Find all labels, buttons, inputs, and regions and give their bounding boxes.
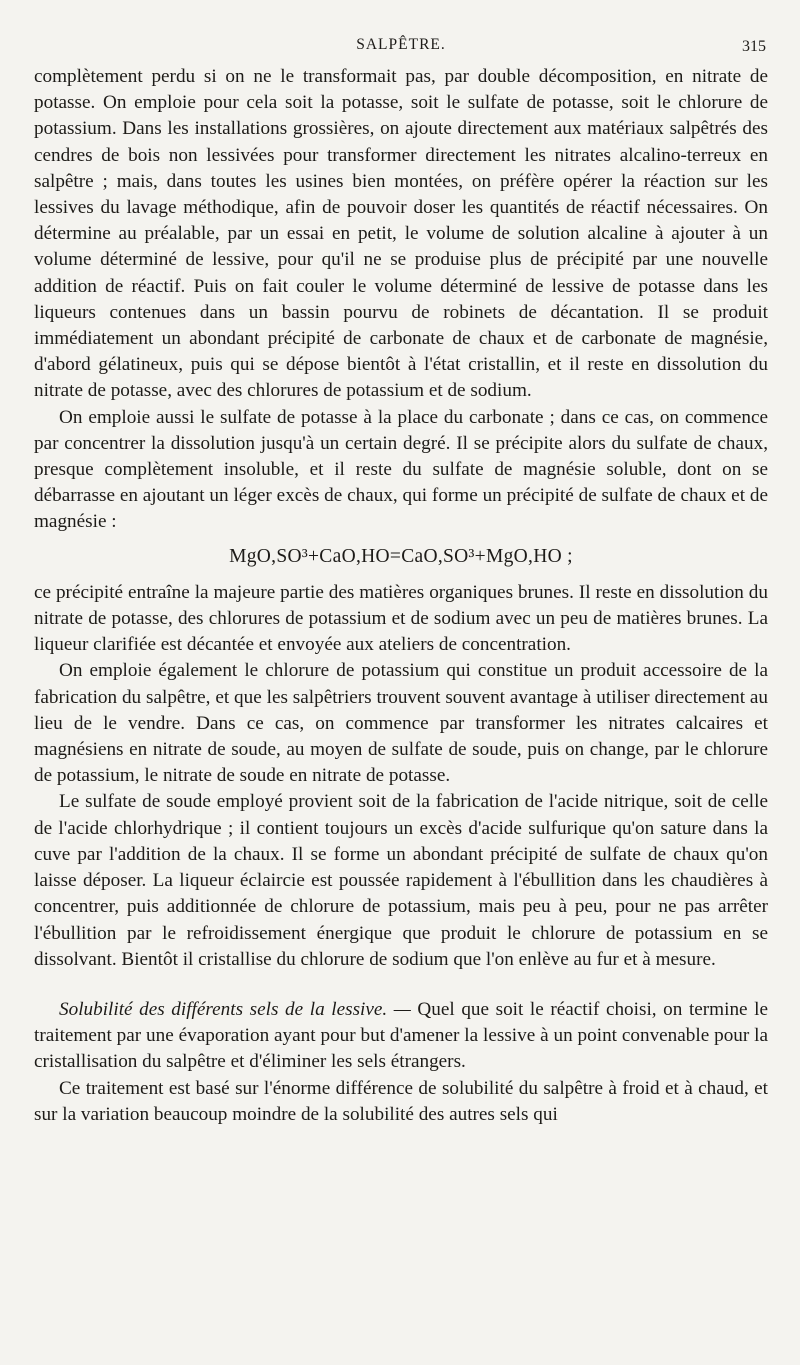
paragraph-chlorure-de-potassium: On emploie également le chlorure de potassium qui constitue un produit accessoire de la fabrication du salpêtre, et que les salpêtriers trouvent souvent avantage à utiliser directement au lieu de le vendre. Dans ce cas, on commence par transformer les nitrates calcaires et magnésiens en nitrate de soude, au moyen de sulfate de soude, puis on change, par le chlorure de potassium, le nitrate de soude en nitrate de potasse.: [34, 660, 768, 787]
body-text: [34, 64, 768, 1128]
paragraph-sulfate-de-soude: Le sulfate de soude employé provient soit de la fabrication de l'acide nitrique, soit de celle de l'acide chlorhydrique ; il contient toujours un excès d'acide sulfurique qu'on sature dans la cuve par l'addition de la chaux. Il se forme un abondant précipité de sulfate de chaux qu'on laisse déposer. La liqueur éclaircie est poussée rapidement à l'ébullition dans les chaudières à concentrer, puis additionnée de chlorure de potassium, mais peu à peu, pour ne pas arrêter l'ébullition par le refroidissement énergique que produit le chlorure de potassium en se dissolvant. Bientôt il cristallise du chlorure de sodium que l'on enlève au fur et à mesure.: [34, 791, 768, 970]
page-number: 315: [742, 38, 766, 55]
paragraph-continued: complètement perdu si on ne le transformait pas, par double décomposition, en nitrate de potasse. On emploie pour cela soit la potasse, soit le sulfate de potasse, soit le chlorure de potassium. Dans les installations grossières, on ajoute directement aux matériaux salpêtrés des cendres de bois non lessivées pour transformer directement les nitrates alcalino-terreux en salpêtre ; mais, dans toutes les usines bien montées, on préfère opérer la réaction sur les lessives du lavage méthodique, afin de pouvoir doser les quantités de réactif nécessaires. On détermine au préalable, par un essai en petit, le volume de solution alcaline à ajouter à un volume déterminé de lessive, pour qu'il ne se produise plus de précipité par une nouvelle addition de réactif. Puis on fait couler le volume déterminé de lessive de potasse dans les liqueurs contenues dans un bassin pourvu de robinets de décantation. Il se produit immédiatement un abondant précipité de carbonate de chaux et de carbonate de magnésie, d'abord gélatineux, puis qui se dépose bientôt à l'état cristallin, et il reste en dissolution du nitrate de potasse, avec des chlorures de potassium et de sodium.: [34, 66, 768, 402]
paragraph-traitement: Ce traitement est basé sur l'énorme différence de solubilité du salpêtre à froid et à chaud, et sur la variation beaucoup moindre de la solubilité des autres sels qui: [34, 1077, 768, 1125]
chemical-equation: MgO,SO³+CaO,HO=CaO,SO³+MgO,HO ;: [229, 545, 573, 567]
paragraph-precipite: ce précipité entraîne la majeure partie des matières organiques brunes. Il reste en dissolution du nitrate de potasse, des chlorures de potassium et de sodium avec un peu de matières brunes. La liqueur clarifiée est décantée et envoyée aux ateliers de concentration.: [34, 581, 768, 656]
section-heading: Solubilité des différents sels de la lessive. —: [59, 998, 411, 1020]
running-title: SALPÊTRE.: [356, 36, 446, 53]
section-paragraph-solubilite: [34, 997, 768, 1076]
running-head: [34, 26, 768, 54]
section-text: Quel que soit le réactif choisi, on termine le traitement par une évaporation ayant pour but d'amener la lessive à un point convenable pour la cristallisation du salpêtre et d'éliminer les sels étrangers.: [34, 998, 768, 1073]
paragraph-sulfate-de-potasse: On emploie aussi le sulfate de potasse à la place du carbonate ; dans ce cas, on commence par concentrer la dissolution jusqu'à un certain degré. Il se précipite alors du sulfate de chaux, presque complètement insoluble, et il reste du sulfate de magnésie soluble, dont on se débarrasse en ajoutant un léger excès de chaux, qui forme un précipité de sulfate de chaux et de magnésie :: [34, 406, 768, 533]
section-gap: [34, 973, 768, 997]
